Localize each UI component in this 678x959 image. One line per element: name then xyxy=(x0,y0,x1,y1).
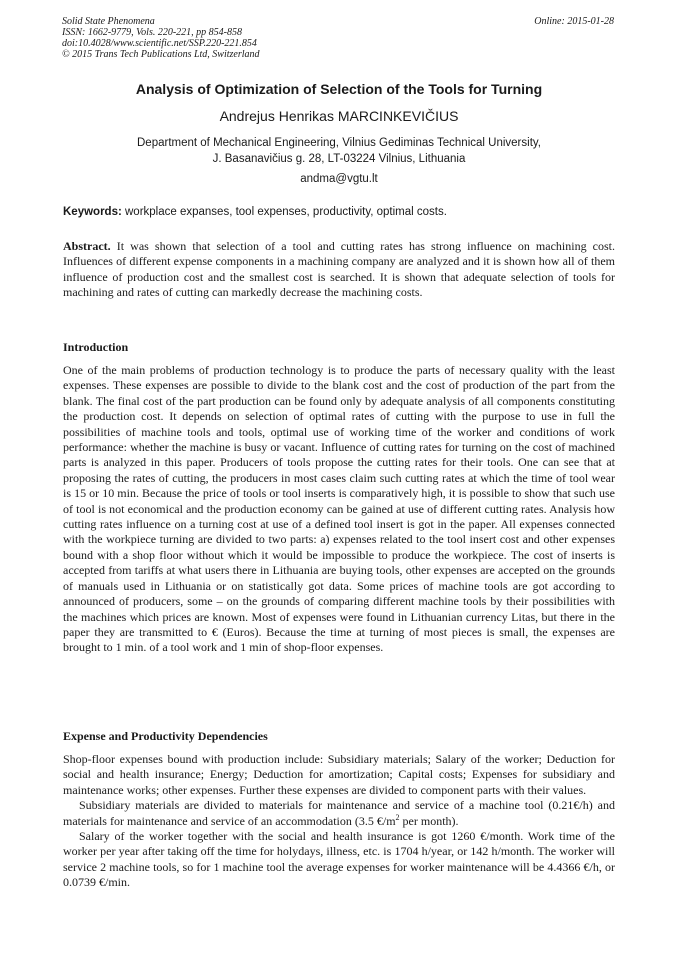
expense-section-body xyxy=(63,752,615,891)
keywords-label: Keywords: xyxy=(63,206,122,218)
keywords-text: workplace expanses, tool expenses, productivity, optimal costs. xyxy=(121,206,447,218)
superscript: 2 xyxy=(395,812,400,822)
author-name: Andrejus Henrikas MARCINKEVIČIUS xyxy=(219,108,459,124)
section-heading-expense: Expense and Productivity Dependencies xyxy=(63,729,268,743)
abstract xyxy=(63,239,615,301)
issn-line: ISSN: 1662-9779, Vols. 220-221, pp 854-858 xyxy=(62,27,242,38)
affiliation xyxy=(0,135,678,167)
expense-paragraph-2-text: Subsidiary materials are divided to materials for maintenance and service of a machine tool (0.21€/h) and materials for maintenance and service of an accommodation (3.5 €/m xyxy=(63,798,615,828)
expense-paragraph-2 xyxy=(63,798,615,829)
copyright-line: © 2015 Trans Tech Publications Ltd, Switzerland xyxy=(62,49,260,60)
journal-name: Solid State Phenomena xyxy=(62,16,155,27)
author-email: andma@vgtu.lt xyxy=(300,173,378,185)
expense-paragraph-3: Salary of the worker together with the social and health insurance is got 1260 €/month. Work time of the worker per year after taking off the time for holydays, illness, etc. is 1704 h/year, or 142 h/month. The worker will service 2 machine tools, so for 1 machine tool the average expenses for worker maintenance will be 4.4366 €/h, or 0.0739 €/min. xyxy=(63,829,615,890)
abstract-text: It was shown that selection of a tool and cutting rates has strong influence on machining cost. Influences of different expense components in a machining company are analyzed and it is shown how all of them influence of production cost and the smallest cost is searched. It is shown that adequate selection of tools for machining and rates of cutting can markedly decrease the machining costs. xyxy=(63,239,615,300)
section-heading-introduction: Introduction xyxy=(63,340,129,354)
expense-paragraph-2-tail: per month). xyxy=(399,813,459,828)
online-date: Online: 2015-01-28 xyxy=(534,16,614,27)
introduction-paragraph: One of the main problems of production technology is to produce the parts of necessary quality with the least expenses. These expenses are possible to divide to the blank cost and the cost of production of the part from the blank. The final cost of the part production can be found only by adequate analysis of all components constituting the production cost. It depends on selection of optimal rates of cutting with the purpose to use in full the possibilities of machine tools and tools, optimal use of working time of the worker and conditions of work performance: whether the machine is busy or vacant. Influence of cutting rates for turning on the cost of machined parts is analyzed in this paper. Producers of tools propose the cutting rates for their tools. One can see that at proposing the rates of cutting, the producers in most cases claim such cutting rates at which the time of tool wear is 15 or 10 min. Because the price of tools or tool inserts is comparatively high, it is possible to show that such use of tool is not economical and the production economy can be gained at use of different cutting rates. Analysis how cutting rates influence on a turning cost at use of a defined tool insert is got in the paper. All expenses connected with the workpiece turning are divided to two parts: a) expenses related to the tool insert cost and other expenses bound with a shop floor without which it would be impossible to produce the workpiece. The cost of inserts is accepted from tariffs at what users there in Lithuania are buying tools, other expenses are accepted on the grounds of manuals used in Lithuania or on statistically got data. Some prices of machine tools are got according to announced of producers, some – on the grounds of comparing different machine tools by their possibilities with the machines which prices are known. Most of expenses were found in Lithuanian currency Litas, but there in the paper they are transmitted to € (Euros). Because the time at turning of most pieces is small, the expenses are brought to 1 min. of a tool work and 1 min of shop-floor expenses. xyxy=(63,363,615,655)
paper-title: Analysis of Optimization of Selection of the Tools for Turning xyxy=(135,81,543,97)
affiliation-line-2: J. Basanavičius g. 28, LT-03224 Vilnius, Lithuania xyxy=(212,153,466,165)
keywords xyxy=(63,204,615,220)
publication-info xyxy=(62,16,260,60)
abstract-label: Abstract. xyxy=(63,239,111,253)
affiliation-line-1: Department of Mechanical Engineering, Vilnius Gediminas Technical University, xyxy=(137,137,541,149)
expense-paragraph-1: Shop-floor expenses bound with production include: Subsidiary materials; Salary of the worker; Deduction for social and health insurance; Energy; Deduction for amortization; Capital costs; Expenses for subsidiary and maintenance works; other expenses. Further these expenses are divided to component parts with their values. xyxy=(63,752,615,797)
doi-line: doi:10.4028/www.scientific.net/SSP.220-221.854 xyxy=(62,38,257,49)
